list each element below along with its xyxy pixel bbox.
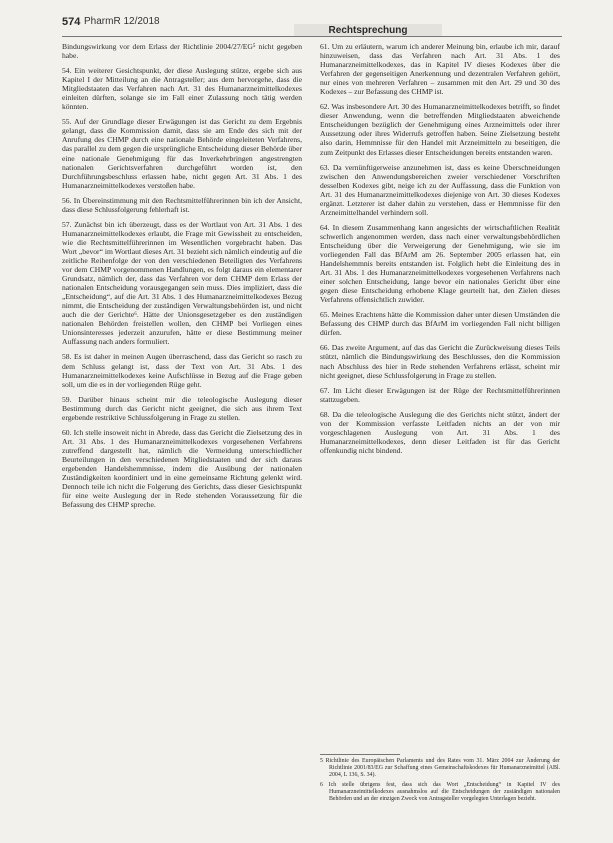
page-header bbox=[62, 16, 562, 38]
paragraph: 57. Zunächst bin ich überzeugt, dass es der Wortlaut von Art. 31 Abs. 1 des Humanarzneimittelkodexes erlaubt, die Frage mit Gewissheit zu entscheiden, wie die Rechtsmittelführerinnen im Wesentlichen vorgebracht haben. Das Wort „bevor“ im Wortlaut dieses Art. 31 bezieht sich nämlich eindeutig auf die zeitliche Reihenfolge der von den verschiedenen Beteiligten des Verfahrens vor dem CHMP vorgenommenen Handlungen, es folgt daraus ein elementarer Grundsatz, nämlich der, dass das Verfahren vor dem CHMP dem Erlass der nationalen Entscheidung vorausgegangen sein muss. Dies impliziert, dass die „Entscheidung“, auf die Art. 31 Abs. 1 des Humanarzneimittelkodexes Bezug nimmt, die Entscheidung der zuständigen Verwaltungsbehörden ist, und nicht auch die der Gerichte⁶. Hätte der Unionsgesetzgeber es den zuständigen nationalen Behörden freistellen wollen, den CHMP bei Vorliegen eines Unionsinteresses jederzeit anzurufen, hätte er diese Bestimmung meiner Auffassung nach anders formuliert. bbox=[62, 219, 302, 347]
paragraph: 66. Das zweite Argument, auf das das Gericht die Zurückweisung dieses Teils stützt, nämlich die Bindungswirkung des Beschlusses, den die Kommission nach Abschluss des hier in Rede stehenden Verfahrens erlässt, scheint mir nicht geeignet, diese Schlussfolgerung in Frage zu stellen. bbox=[320, 343, 560, 380]
left-column bbox=[62, 42, 302, 515]
paragraph: 64. In diesem Zusammenhang kann angesichts der wirtschaftlichen Realität schwerlich angenommen werden, dass nach einer verwaltungsbehördlichen Entscheidung über die Verweigerung der Genehmigung, wie sie im vorliegenden Fall das BfArM am 26. September 2005 erlassen hat, ein Handelshemmnis bereits entstanden ist. Folglich hebt die Einleitung des in Art. 31 Abs. 1 des Humanarzneimittelkodexes vorgesehenen Verfahrens nach einer solchen Entscheidung, lange bevor ein nationales Gericht über eine gegen diese Entscheidung erhobene Klage geurteilt hat, den Zielen dieses Verfahrens offensichtlich zuwider. bbox=[320, 222, 560, 305]
paragraph: 58. Es ist daher in meinen Augen überraschend, dass das Gericht so rasch zu dem Schluss gelangt ist, dass der Text von Art. 31 Abs. 1 des Humanarzneimittelkodexes keine Aufschlüsse in Bezug auf die Frage geben soll, um die es in der vorliegenden Rüge geht. bbox=[62, 352, 302, 389]
paragraph: 67. Im Licht dieser Erwägungen ist der Rüge der Rechtsmittelführerinnen stattzugeben. bbox=[320, 385, 560, 404]
header-rule bbox=[62, 36, 562, 37]
paragraph: 61. Um zu erläutern, warum ich anderer Meinung bin, erlaube ich mir, darauf hinzuweisen, dass das Verfahren nach Art. 31 Abs. 1 des Humanarzneimittelkodexes, das in Kapitel IV dieses Kodexes über die Verfahren der gegenseitigen Anerkennung und dezentralen Verfahren gehört, nur eines von mehreren Verfahren – zusammen mit den Art. 29 und 30 des Kodexes – zur Befassung des CHMP ist. bbox=[320, 42, 560, 97]
paragraph: Bindungswirkung vor dem Erlass der Richtlinie 2004/27/EG⁵ nicht gegeben habe. bbox=[62, 42, 302, 61]
paragraph: 55. Auf der Grundlage dieser Erwägungen ist das Gericht zu dem Ergebnis gelangt, dass die Kommission damit, dass sie am Ende des sich mit der Anrufung des CHMP durch eine nationale Behörde eingeleiteten Verfahrens, das parallel zu dem gegen die ursprüngliche Entscheidung dieser Behörde über eine nationale Genehmigung für das Inverkehrbringen angestrengten nationalen Gerichtsverfahren durchgeführt worden ist, den Durchführungsbeschluss erlassen habe, nicht gegen Art. 31 Abs. 1 des Humanarzneimittelkodexes verstoßen habe. bbox=[62, 117, 302, 190]
paragraph: 68. Da die teleologische Auslegung die des Gerichts nicht stützt, ändert der von der Kommission verfasste Leitfaden nichts an der von mir vorgeschlagenen Auslegung von Art. 31 Abs. 1 des Humanarzneimittelkodexes, denn dieser Leitfaden ist für das Gericht offenkundig nicht bindend. bbox=[320, 409, 560, 455]
paragraph: 65. Meines Erachtens hätte die Kommission daher unter diesen Umständen die Befassung des CHMP durch das BfArM im vorliegenden Fall nicht billigen dürfen. bbox=[320, 310, 560, 338]
paragraph: 60. Ich stelle insoweit nicht in Abrede, dass das Gericht die Zielsetzung des in Art. 31 Abs. 1 des Humanarzneimittelkodexes vorgesehenen Verfahrens zutreffend dargestellt hat, nämlich die Vermeidung unterschiedlicher Beurteilungen in den verschiedenen Mitgliedstaaten und der sich daraus ergebenden Handelshemmnisse, indem die Ausübung der nationalen Zuständigkeiten koordiniert und in eine gemeinsame Richtung gelenkt wird. Dennoch teile ich nicht die Folgerung des Gerichts, dass dieser Gesichtspunkt für eine weite Auslegung der in Rede stehenden Voraussetzung für die Befassung des CHMP spreche. bbox=[62, 427, 302, 510]
paragraph: 63. Da vernünftigerweise anzunehmen ist, dass es keine Überschneidungen zwischen den Anwendungsbereichen zweier verschiedener Vorschriften desselben Kodexes gibt, neige ich zu der Auffassung, dass die Funktion von Art. 31 des Humanarzneimittelkodexes diejenige von Art. 30 dieses Kodexes ergänzt. Letzterer ist daher dahin zu verstehen, dass er Hemmnisse für den Arzneimittelhandel verhindern soll. bbox=[320, 162, 560, 217]
paragraph: 62. Was insbesondere Art. 30 des Humanarzneimittelkodexes betrifft, so findet dieser Anwendung, wenn die betreffenden Mitgliedstaaten abweichende Entscheidungen bezüglich der Genehmigung eines Arzneimittels oder ihrer Aussetzung oder ihres Widerrufs getroffen haben. Seine Zielsetzung besteht also darin, Hemmnisse für den Handel mit Arzneimitteln zu beseitigen, die zum Zeitpunkt des Erlasses dieser Entscheidungen bereits entstanden waren. bbox=[320, 102, 560, 157]
footnote: 5 Richtlinie des Europäischen Parlaments und des Rates vom 31. März 2004 zur Änderung der Richtlinie 2001/83/EG zur Schaffung eines Gemeinschaftskodexes für Humanarzneimittel (ABl. 2004, L 136, S. 34). bbox=[320, 758, 560, 778]
paragraph: 54. Ein weiterer Gesichtspunkt, der diese Auslegung stütze, ergebe sich aus Kapitel I der Mitteilung an die Antragsteller; aus dem hervorgehe, dass die Mitgliedstaaten das Verfahren nach Art. 31 des Humanarzneimittelkodexes einleiten dürften, solange sie im Fall einer Zulassung noch tätig werden könnten. bbox=[62, 66, 302, 112]
page-number: 574 bbox=[62, 16, 81, 28]
footnote-rule bbox=[320, 754, 400, 755]
paragraph: 59. Darüber hinaus scheint mir die teleologische Auslegung dieser Bestimmung durch das Gericht nicht geeignet, die sich aus ihrem Text ergebende restriktive Schlussfolgerung in Frage zu stellen. bbox=[62, 394, 302, 422]
right-column bbox=[320, 42, 560, 461]
footnote: 6 Ich stelle übrigens fest, dass sich das Wort „Entscheidung“ in Kapitel IV des Humanarzneimittelkodexes ausnahmslos auf die Entscheidungen der zuständigen nationalen Behörden und an der einzigen Zweck von Antragsteller vorgelegten Unterlagen bezieht. bbox=[320, 782, 560, 802]
journal-reference: PharmR 12/2018 bbox=[84, 16, 160, 27]
paragraph: 56. In Übereinstimmung mit den Rechtsmittelführerinnen bin ich der Ansicht, dass diese Schlussfolgerung fehlerhaft ist. bbox=[62, 195, 302, 214]
section-title: Rechtsprechung bbox=[294, 24, 442, 37]
footnotes bbox=[320, 758, 560, 806]
